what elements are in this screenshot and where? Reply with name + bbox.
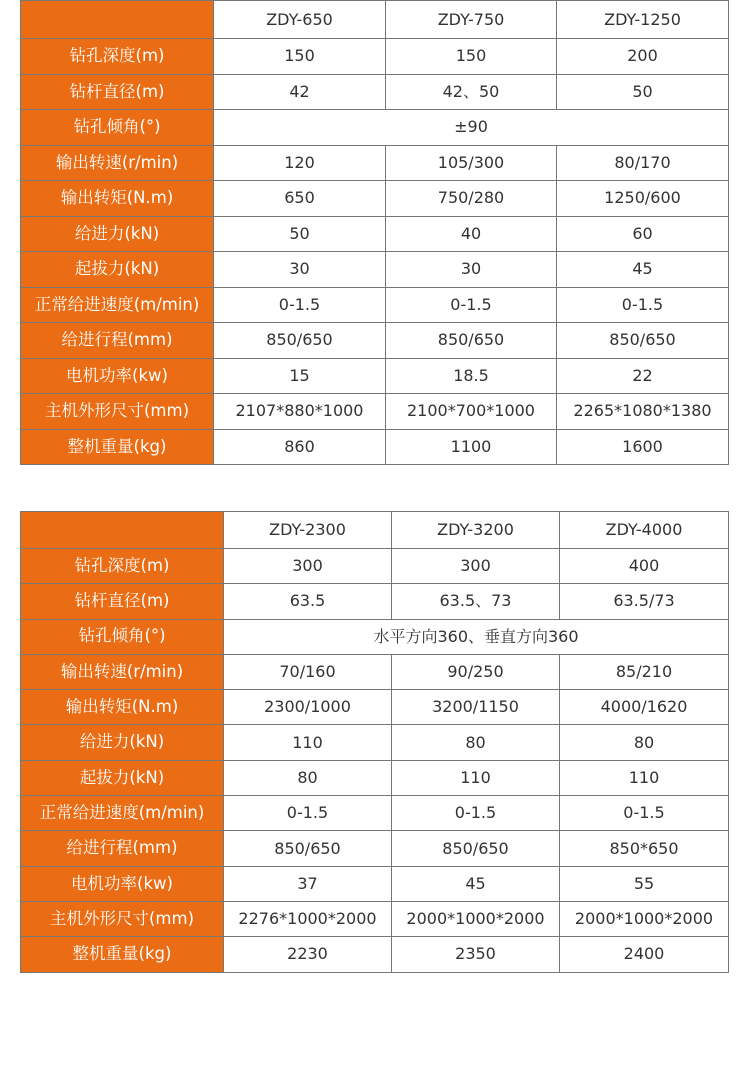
model-header: ZDY-4000 <box>560 512 729 549</box>
table-cell: 650 <box>214 181 386 217</box>
row-label: 给进力(kN) <box>21 216 214 252</box>
table-cell: 1250/600 <box>557 181 729 217</box>
table-row <box>21 110 729 146</box>
table-cell: 85/210 <box>560 654 729 689</box>
model-header: ZDY-1250 <box>557 1 729 39</box>
table-row <box>21 690 729 725</box>
table-cell: 1600 <box>557 429 729 465</box>
table-cell: 2000*1000*2000 <box>392 901 560 936</box>
table-cell: 2000*1000*2000 <box>560 901 729 936</box>
merged-cell: ±90 <box>214 110 729 146</box>
table-cell: 50 <box>557 74 729 110</box>
header-corner-cell <box>21 1 214 39</box>
table-cell: 150 <box>386 39 557 75</box>
row-label: 整机重量(kg) <box>21 937 224 972</box>
table-row <box>21 358 729 394</box>
table-cell: 2100*700*1000 <box>386 394 557 430</box>
table-cell: 30 <box>214 252 386 288</box>
table-cell: 2265*1080*1380 <box>557 394 729 430</box>
table-row <box>21 901 729 936</box>
table-cell: 0-1.5 <box>214 287 386 323</box>
table-row <box>21 866 729 901</box>
table-cell: 30 <box>386 252 557 288</box>
table-cell: 80 <box>392 725 560 760</box>
row-label: 输出转矩(N.m) <box>21 181 214 217</box>
table-cell: 42、50 <box>386 74 557 110</box>
row-label: 电机功率(kw) <box>21 866 224 901</box>
table-row <box>21 181 729 217</box>
table-cell: 0-1.5 <box>392 796 560 831</box>
row-label: 钻杆直径(m) <box>21 584 224 619</box>
table-cell: 3200/1150 <box>392 690 560 725</box>
table-row <box>21 287 729 323</box>
table-row <box>21 429 729 465</box>
table-cell: 850/650 <box>392 831 560 866</box>
table-cell: 2400 <box>560 937 729 972</box>
table-cell: 63.5、73 <box>392 584 560 619</box>
table-cell: 0-1.5 <box>386 287 557 323</box>
table-cell: 850/650 <box>214 323 386 359</box>
table-cell: 4000/1620 <box>560 690 729 725</box>
table-row <box>21 323 729 359</box>
table-cell: 63.5/73 <box>560 584 729 619</box>
row-label: 起拔力(kN) <box>21 252 214 288</box>
model-header: ZDY-2300 <box>224 512 392 549</box>
table-cell: 45 <box>392 866 560 901</box>
row-label: 给进行程(mm) <box>21 831 224 866</box>
model-header: ZDY-3200 <box>392 512 560 549</box>
row-label: 正常给进速度(m/min) <box>21 796 224 831</box>
table-cell: 300 <box>392 549 560 584</box>
table-cell: 80/170 <box>557 145 729 181</box>
table-row <box>21 760 729 795</box>
row-label: 给进行程(mm) <box>21 323 214 359</box>
row-label: 整机重量(kg) <box>21 429 214 465</box>
table-row <box>21 74 729 110</box>
table-cell: 2230 <box>224 937 392 972</box>
table-cell: 110 <box>560 760 729 795</box>
row-label: 钻孔倾角(°) <box>21 110 214 146</box>
table-cell: 42 <box>214 74 386 110</box>
table-cell: 70/160 <box>224 654 392 689</box>
table-cell: 2300/1000 <box>224 690 392 725</box>
table-row <box>21 216 729 252</box>
table-row <box>21 725 729 760</box>
table-cell: 120 <box>214 145 386 181</box>
row-label: 起拔力(kN) <box>21 760 224 795</box>
table-cell: 63.5 <box>224 584 392 619</box>
table-cell: 60 <box>557 216 729 252</box>
table-cell: 40 <box>386 216 557 252</box>
model-header: ZDY-650 <box>214 1 386 39</box>
table-header-row <box>21 1 729 39</box>
table-cell: 850*650 <box>560 831 729 866</box>
table-cell: 860 <box>214 429 386 465</box>
table-row <box>21 937 729 972</box>
table-row <box>21 584 729 619</box>
table-cell: 1100 <box>386 429 557 465</box>
row-label: 输出转速(r/min) <box>21 145 214 181</box>
row-label: 正常给进速度(m/min) <box>21 287 214 323</box>
table-cell: 80 <box>560 725 729 760</box>
row-label: 钻孔深度(m) <box>21 39 214 75</box>
table-cell: 400 <box>560 549 729 584</box>
table-row <box>21 831 729 866</box>
table-row <box>21 619 729 654</box>
table-header-row <box>21 512 729 549</box>
table-cell: 50 <box>214 216 386 252</box>
table-cell: 55 <box>560 866 729 901</box>
row-label: 输出转速(r/min) <box>21 654 224 689</box>
table-row <box>21 549 729 584</box>
row-label: 给进力(kN) <box>21 725 224 760</box>
table-row <box>21 394 729 430</box>
table-cell: 90/250 <box>392 654 560 689</box>
table-cell: 80 <box>224 760 392 795</box>
table-row <box>21 39 729 75</box>
table-cell: 300 <box>224 549 392 584</box>
merged-cell: 水平方向360、垂直方向360 <box>224 619 729 654</box>
table-cell: 200 <box>557 39 729 75</box>
row-label: 主机外形尺寸(mm) <box>21 394 214 430</box>
header-corner-cell <box>21 512 224 549</box>
table-cell: 850/650 <box>557 323 729 359</box>
table-cell: 105/300 <box>386 145 557 181</box>
table-cell: 850/650 <box>386 323 557 359</box>
table-cell: 15 <box>214 358 386 394</box>
table-cell: 2350 <box>392 937 560 972</box>
spec-table-1 <box>20 0 729 465</box>
row-label: 主机外形尺寸(mm) <box>21 901 224 936</box>
table-row <box>21 796 729 831</box>
row-label: 电机功率(kw) <box>21 358 214 394</box>
table-row <box>21 654 729 689</box>
table-cell: 2107*880*1000 <box>214 394 386 430</box>
table-cell: 0-1.5 <box>224 796 392 831</box>
table-cell: 18.5 <box>386 358 557 394</box>
table-cell: 37 <box>224 866 392 901</box>
table-cell: 2276*1000*2000 <box>224 901 392 936</box>
table-cell: 110 <box>392 760 560 795</box>
spec-table-2 <box>20 511 729 973</box>
table-cell: 22 <box>557 358 729 394</box>
table-cell: 0-1.5 <box>557 287 729 323</box>
table-cell: 750/280 <box>386 181 557 217</box>
row-label: 钻孔深度(m) <box>21 549 224 584</box>
table-row <box>21 145 729 181</box>
table-cell: 45 <box>557 252 729 288</box>
row-label: 钻杆直径(m) <box>21 74 214 110</box>
model-header: ZDY-750 <box>386 1 557 39</box>
table-cell: 0-1.5 <box>560 796 729 831</box>
table-row <box>21 252 729 288</box>
table-cell: 150 <box>214 39 386 75</box>
row-label: 钻孔倾角(°) <box>21 619 224 654</box>
table-cell: 110 <box>224 725 392 760</box>
table-cell: 850/650 <box>224 831 392 866</box>
row-label: 输出转矩(N.m) <box>21 690 224 725</box>
